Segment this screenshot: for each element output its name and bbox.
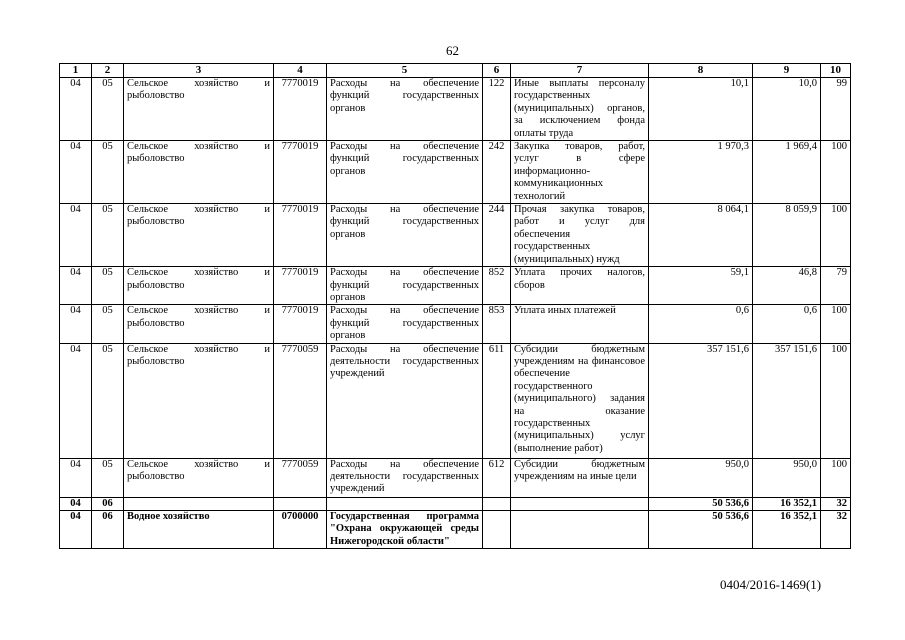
cell-name: Сельское хозяйство и рыболовство xyxy=(124,78,274,141)
cell-expense-code: 612 xyxy=(483,458,511,497)
header-cell-1: 1 xyxy=(60,64,92,78)
header-cell-10: 10 xyxy=(821,64,851,78)
cell-target-code: 7770019 xyxy=(274,267,327,305)
cell-planned: 1 970,3 xyxy=(649,141,753,204)
cell-expense-code: 244 xyxy=(483,204,511,267)
table-row xyxy=(60,204,851,267)
cell-expense-name: Прочая закупка товаров, работ и услуг для обеспечения государственных (муниципальных) нужд xyxy=(511,204,649,267)
cell-section: 04 xyxy=(60,497,92,510)
table-row xyxy=(60,78,851,141)
cell-expense-name: Иные выплаты персоналу государственных (муниципальных) органов, за исключением фонда оплаты труда xyxy=(511,78,649,141)
cell-section: 04 xyxy=(60,343,92,458)
cell-name: Сельское хозяйство и рыболовство xyxy=(124,458,274,497)
table-row xyxy=(60,497,851,510)
cell-name: Сельское хозяйство и рыболовство xyxy=(124,267,274,305)
cell-target-name: Расходы на обеспечение деятельности государственных учреждений xyxy=(327,458,483,497)
cell-expense-name: Субсидии бюджетным учреждениям на иные цели xyxy=(511,458,649,497)
cell-section: 04 xyxy=(60,305,92,343)
cell-subsection: 05 xyxy=(92,141,124,204)
budget-table xyxy=(59,63,851,549)
cell-percent: 100 xyxy=(821,204,851,267)
header-row xyxy=(60,64,851,78)
cell-target-code: 7770019 xyxy=(274,78,327,141)
cell-executed: 10,0 xyxy=(753,78,821,141)
cell-name xyxy=(124,497,274,510)
cell-target-code: 7770059 xyxy=(274,343,327,458)
cell-section: 04 xyxy=(60,78,92,141)
table-row xyxy=(60,141,851,204)
cell-percent: 32 xyxy=(821,497,851,510)
header-cell-4: 4 xyxy=(274,64,327,78)
table-row xyxy=(60,305,851,343)
cell-percent: 79 xyxy=(821,267,851,305)
cell-planned: 357 151,6 xyxy=(649,343,753,458)
cell-target-name: Государственная программа "Охрана окружающей среды Нижегородской области" xyxy=(327,510,483,548)
cell-section: 04 xyxy=(60,204,92,267)
cell-name: Сельское хозяйство и рыболовство xyxy=(124,204,274,267)
cell-section: 04 xyxy=(60,458,92,497)
cell-target-code: 7770019 xyxy=(274,204,327,267)
header-cell-9: 9 xyxy=(753,64,821,78)
document-code: 0404/2016-1469(1) xyxy=(720,577,822,592)
cell-expense-name xyxy=(511,497,649,510)
cell-target-code: 0700000 xyxy=(274,510,327,548)
cell-target-name: Расходы на обеспечение функций государственных органов xyxy=(327,78,483,141)
cell-expense-code: 611 xyxy=(483,343,511,458)
cell-planned: 50 536,6 xyxy=(649,510,753,548)
cell-subsection: 05 xyxy=(92,458,124,497)
cell-planned: 8 064,1 xyxy=(649,204,753,267)
cell-name: Сельское хозяйство и рыболовство xyxy=(124,305,274,343)
cell-planned: 950,0 xyxy=(649,458,753,497)
cell-expense-code xyxy=(483,497,511,510)
cell-expense-code: 122 xyxy=(483,78,511,141)
cell-expense-code xyxy=(483,510,511,548)
cell-expense-name: Закупка товаров, работ, услуг в сфере информационно-коммуникационных технологий xyxy=(511,141,649,204)
cell-percent: 100 xyxy=(821,305,851,343)
cell-target-name: Расходы на обеспечение функций государственных органов xyxy=(327,204,483,267)
cell-subsection: 06 xyxy=(92,497,124,510)
header-cell-6: 6 xyxy=(483,64,511,78)
cell-executed: 357 151,6 xyxy=(753,343,821,458)
cell-expense-code: 242 xyxy=(483,141,511,204)
cell-target-name: Расходы на обеспечение функций государственных органов xyxy=(327,267,483,305)
cell-executed: 1 969,4 xyxy=(753,141,821,204)
cell-expense-name: Уплата иных платежей xyxy=(511,305,649,343)
cell-percent: 32 xyxy=(821,510,851,548)
cell-target-name: Расходы на обеспечение функций государственных органов xyxy=(327,305,483,343)
table-row xyxy=(60,510,851,548)
cell-target-name xyxy=(327,497,483,510)
header-cell-8: 8 xyxy=(649,64,753,78)
cell-planned: 50 536,6 xyxy=(649,497,753,510)
cell-planned: 0,6 xyxy=(649,305,753,343)
table-row xyxy=(60,267,851,305)
cell-section: 04 xyxy=(60,141,92,204)
cell-executed: 8 059,9 xyxy=(753,204,821,267)
cell-name: Сельское хозяйство и рыболовство xyxy=(124,343,274,458)
cell-target-code: 7770019 xyxy=(274,141,327,204)
cell-name: Сельское хозяйство и рыболовство xyxy=(124,141,274,204)
cell-subsection: 05 xyxy=(92,343,124,458)
cell-subsection: 05 xyxy=(92,305,124,343)
cell-subsection: 05 xyxy=(92,204,124,267)
cell-target-code: 7770019 xyxy=(274,305,327,343)
cell-section: 04 xyxy=(60,510,92,548)
cell-executed: 46,8 xyxy=(753,267,821,305)
cell-percent: 100 xyxy=(821,343,851,458)
cell-subsection: 05 xyxy=(92,78,124,141)
cell-executed: 16 352,1 xyxy=(753,510,821,548)
cell-percent: 99 xyxy=(821,78,851,141)
table-row xyxy=(60,343,851,458)
header-cell-5: 5 xyxy=(327,64,483,78)
cell-planned: 59,1 xyxy=(649,267,753,305)
cell-subsection: 06 xyxy=(92,510,124,548)
table-row xyxy=(60,458,851,497)
cell-section: 04 xyxy=(60,267,92,305)
cell-target-name: Расходы на обеспечение функций государственных органов xyxy=(327,141,483,204)
cell-expense-code: 852 xyxy=(483,267,511,305)
cell-name: Водное хозяйство xyxy=(124,510,274,548)
cell-executed: 950,0 xyxy=(753,458,821,497)
cell-subsection: 05 xyxy=(92,267,124,305)
cell-expense-name xyxy=(511,510,649,548)
cell-executed: 16 352,1 xyxy=(753,497,821,510)
page-number: 62 xyxy=(446,43,459,58)
cell-target-name: Расходы на обеспечение деятельности государственных учреждений xyxy=(327,343,483,458)
cell-expense-code: 853 xyxy=(483,305,511,343)
header-cell-3: 3 xyxy=(124,64,274,78)
cell-target-code xyxy=(274,497,327,510)
cell-expense-name: Уплата прочих налогов, сборов xyxy=(511,267,649,305)
cell-planned: 10,1 xyxy=(649,78,753,141)
cell-percent: 100 xyxy=(821,141,851,204)
cell-executed: 0,6 xyxy=(753,305,821,343)
cell-target-code: 7770059 xyxy=(274,458,327,497)
header-cell-2: 2 xyxy=(92,64,124,78)
header-cell-7: 7 xyxy=(511,64,649,78)
cell-expense-name: Субсидии бюджетным учреждениям на финансовое обеспечение государственного (муниципального) задания на оказание государственных (муниципальных) услуг (выполнение работ) xyxy=(511,343,649,458)
cell-percent: 100 xyxy=(821,458,851,497)
